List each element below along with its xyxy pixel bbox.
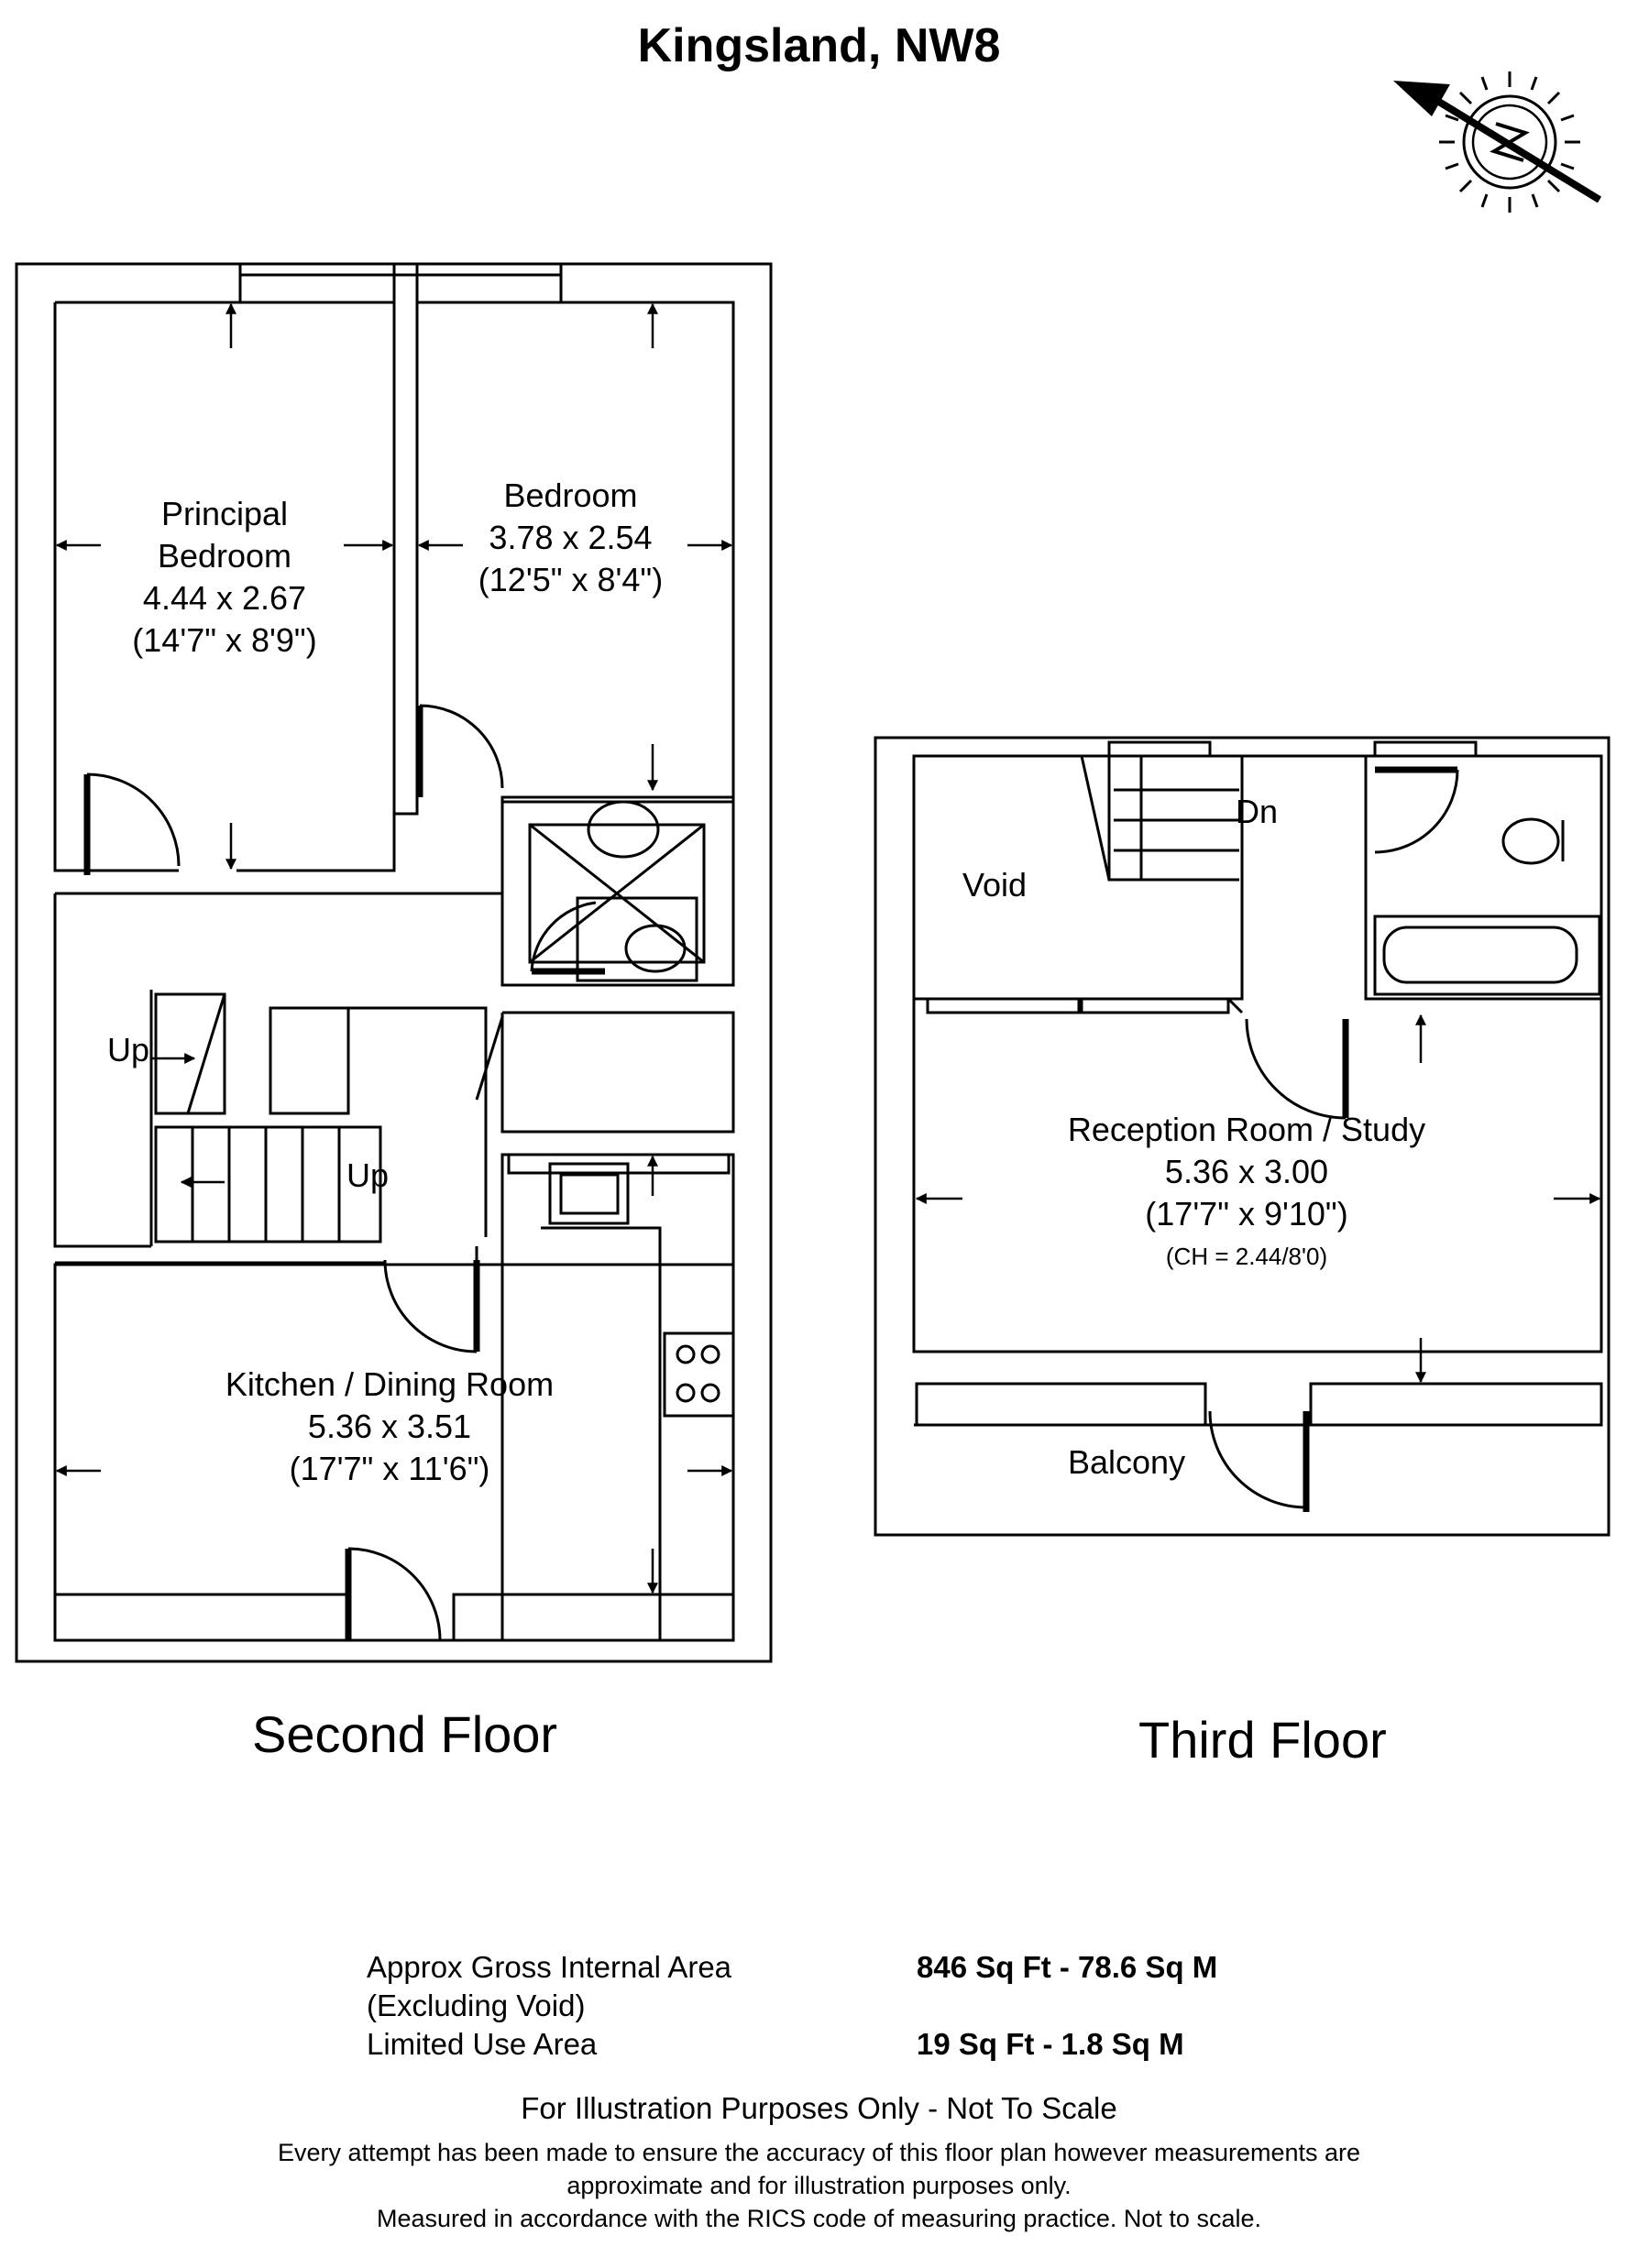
room-name-line1: Principal xyxy=(160,495,289,532)
stair-label-up: Up xyxy=(346,1156,390,1194)
room-name: Reception Room / Study xyxy=(1067,1111,1426,1148)
room-kitchen-dining xyxy=(179,1364,600,1490)
area-label-excluding-void: (Excluding Void) xyxy=(367,1989,586,2022)
room-dimensions: 4.44 x 2.67 xyxy=(142,579,307,617)
room-dimensions: 3.78 x 2.54 xyxy=(489,519,653,556)
room-dimensions: 5.36 x 3.00 xyxy=(1164,1153,1329,1190)
disclaimer-line-3: Measured in accordance with the RICS code of measuring practice. Not to scale. xyxy=(377,2205,1261,2232)
area-value-gross: 846 Sq Ft - 78.6 Sq M xyxy=(917,1950,1218,1984)
area-label-gross: Approx Gross Internal Area xyxy=(367,1950,732,1984)
room-void: Void xyxy=(962,866,1028,904)
floor-label-third: Third Floor xyxy=(1138,1711,1387,1769)
room-dimensions-imperial: (14'7" x 8'9") xyxy=(132,621,317,659)
floor-label-second: Second Floor xyxy=(252,1705,558,1763)
room-bedroom xyxy=(454,475,687,601)
room-dimensions-imperial: (17'7" x 11'6") xyxy=(289,1450,490,1487)
room-dimensions-imperial: (17'7" x 9'10") xyxy=(1145,1195,1348,1233)
page-title: Kingsland, NW8 xyxy=(637,19,1001,72)
north-arrow-compass-icon xyxy=(1393,71,1600,213)
stair-label-up: Up xyxy=(107,1031,150,1068)
disclaimer-line-1: Every attempt has been made to ensure the accuracy of this floor plan however measurements are xyxy=(277,2139,1361,2166)
room-name: Bedroom xyxy=(503,477,638,514)
ceiling-height: (CH = 2.44/8'0) xyxy=(1165,1243,1328,1270)
disclaimer-headline: For Illustration Purposes Only - Not To Scale xyxy=(521,2091,1117,2125)
room-name-line2: Bedroom xyxy=(157,537,292,575)
room-dimensions-imperial: (12'5" x 8'4") xyxy=(478,561,664,598)
room-reception-study xyxy=(1027,1109,1467,1277)
room-dimensions: 5.36 x 3.51 xyxy=(307,1408,472,1445)
area-value-limited-use: 19 Sq Ft - 1.8 Sq M xyxy=(917,2027,1184,2061)
disclaimer-line-2: approximate and for illustration purposes only. xyxy=(566,2172,1072,2199)
room-balcony: Balcony xyxy=(1068,1443,1186,1481)
room-name: Kitchen / Dining Room xyxy=(225,1365,555,1403)
room-principal-bedroom xyxy=(110,493,339,662)
area-label-limited-use: Limited Use Area xyxy=(367,2027,598,2061)
stair-label-down: Dn xyxy=(1236,793,1279,830)
